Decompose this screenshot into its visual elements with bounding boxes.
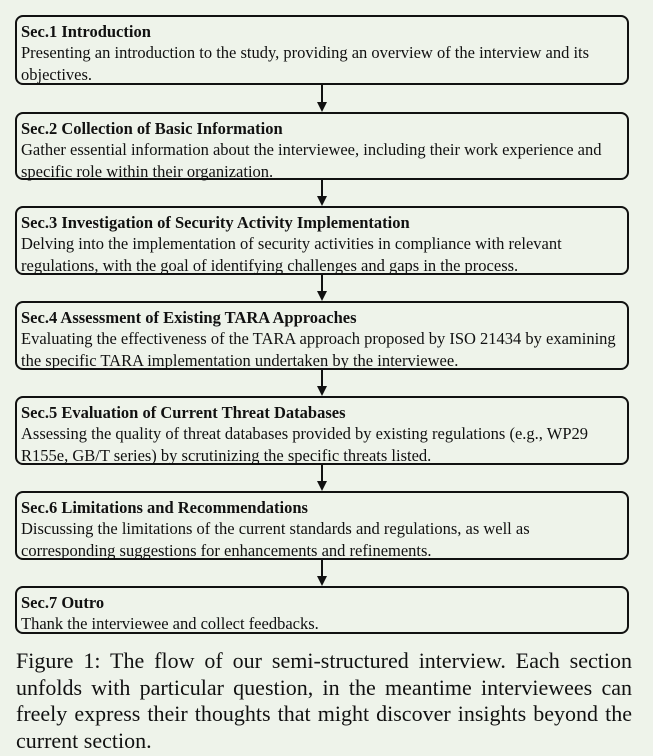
section-box-7 (15, 586, 629, 634)
arrow-down-icon (315, 180, 329, 206)
arrow-down-icon (315, 275, 329, 301)
arrow-down-icon (315, 370, 329, 396)
section-description: Discussing the limitations of the current standards and regulations, as well as corresponding suggestions for enhancements and refinements. (21, 519, 530, 560)
section-title: Sec.7 Outro (21, 593, 105, 612)
section-description: Presenting an introduction to the study, providing an overview of the interview and its objectives. (21, 43, 590, 84)
section-title: Sec.4 Assessment of Existing TARA Approaches (21, 308, 357, 327)
section-title: Sec.2 Collection of Basic Information (21, 119, 283, 138)
section-description: Gather essential information about the interviewee, including their work experience and specific role within their organization. (21, 140, 602, 181)
section-title: Sec.1 Introduction (21, 22, 151, 41)
section-description: Thank the interviewee and collect feedbacks. (21, 614, 319, 633)
arrow-down-icon (315, 560, 329, 586)
section-box-6 (15, 491, 629, 560)
arrow-down-icon (315, 85, 329, 112)
section-description: Delving into the implementation of security activities in compliance with relevant regulations, with the goal of identifying challenges and gaps in the process. (21, 234, 562, 275)
section-title: Sec.5 Evaluation of Current Threat Databases (21, 403, 346, 422)
section-box-2 (15, 112, 629, 180)
arrow-down-icon (315, 465, 329, 491)
section-title: Sec.3 Investigation of Security Activity Implementation (21, 213, 410, 232)
section-description: Evaluating the effectiveness of the TARA approach proposed by ISO 21434 by examining the specific TARA implementation undertaken by the interviewee. (21, 329, 616, 370)
section-box-1 (15, 15, 629, 85)
section-description: Assessing the quality of threat databases provided by existing regulations (e.g., WP29 R155e, GB/T series) by scrutinizing the specific threats listed. (21, 424, 589, 465)
figure-caption: Figure 1: The flow of our semi-structured interview. Each section unfolds with particular question, in the meantime interviewees can freely express their thoughts that might discover insights beyond the current section. (16, 648, 632, 753)
section-title: Sec.6 Limitations and Recommendations (21, 498, 308, 517)
section-box-5 (15, 396, 629, 465)
section-box-4 (15, 301, 629, 370)
section-box-3 (15, 206, 629, 275)
